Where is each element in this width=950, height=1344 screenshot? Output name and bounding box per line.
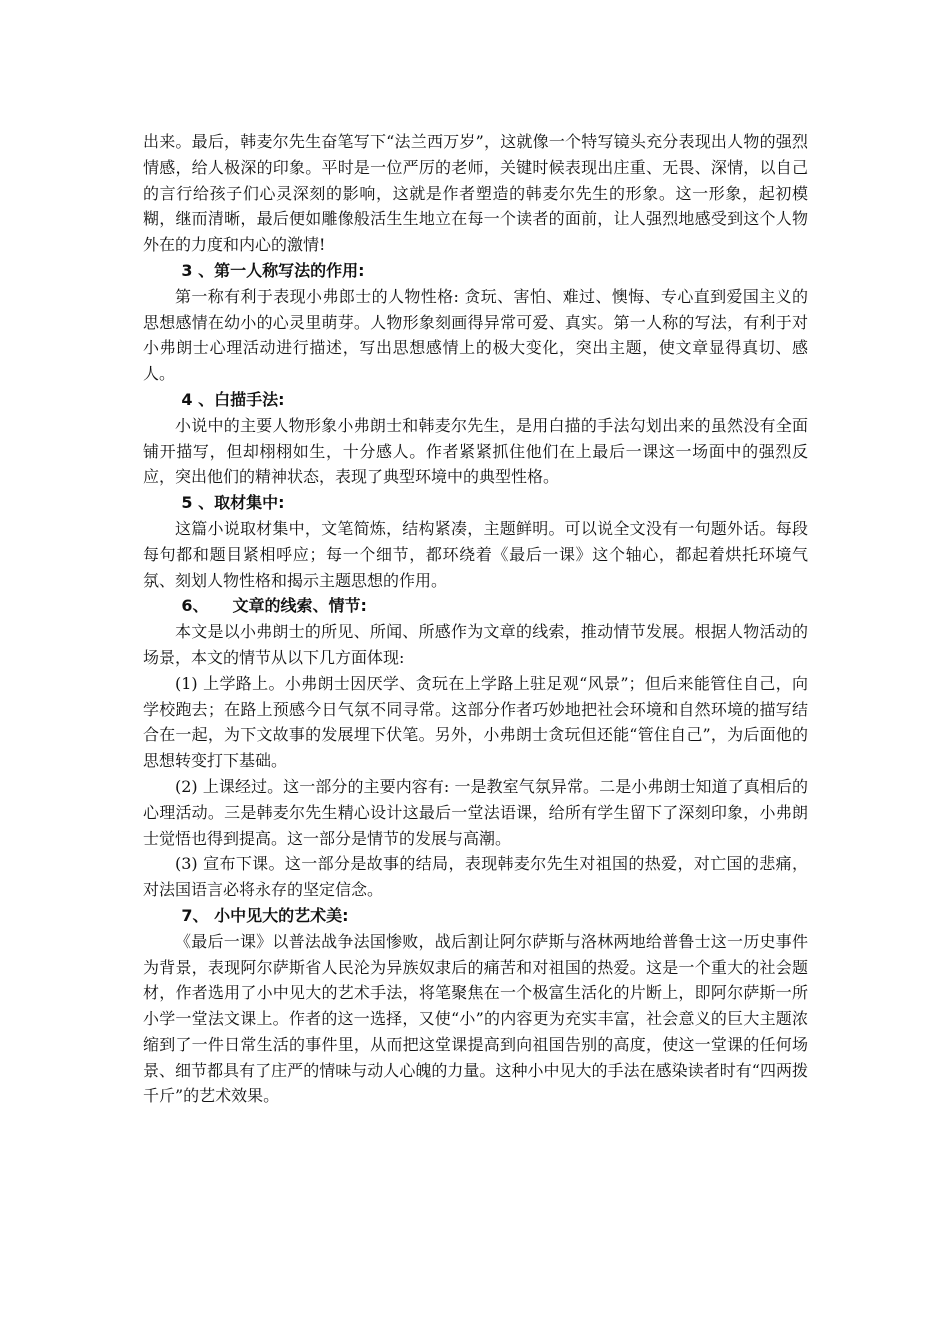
section-5-paragraph: 这篇小说取材集中，文笔简炼，结构紧凑，主题鲜明。可以说全文没有一句题外话。每段每句都和题目紧相呼应；每一个细节，都环绕着《最后一课》这个轴心，都起着烘托环境气氛、刻划人物性格和揭示主题思想的作用。	[143, 518, 808, 590]
section-6-paragraph-part-3: (3) 宣布下课。这一部分是故事的结局，表现韩麦尔先生对祖国的热爱，对亡国的悲痛，对法国语言必将永存的坚定信念。	[143, 854, 808, 900]
document-body	[143, 129, 808, 1109]
section-heading-4: 4 、白描手法:	[181, 389, 285, 409]
section-6-paragraph-part-1: (1) 上学路上。小弗朗士因厌学、贪玩在上学路上驻足观“风景”；但后来能管住自己，向学校跑去；在路上预感今日气氛不同寻常。这部分作者巧妙地把社会环境和自然环境的描写结合在一起，为下文故事的发展埋下伏笔。另外，小弗朗士贪玩但还能“管住自己”，为后面他的思想转变打下基础。	[143, 673, 808, 771]
section-heading-6: 6、 文章的线索、情节:	[181, 596, 367, 616]
section-heading-7: 7、 小中见大的艺术美:	[181, 905, 349, 925]
section-3-paragraph: 第一称有利于表现小弗郎士的人物性格: 贪玩、害怕、难过、懊悔、专心直到爱国主义的思想感情在幼小的心灵里萌芽。人物形象刻画得异常可爱、真实。第一人称的写法，有利于对小弗朗士心理活动进行描述，写出思想感情上的极大变化，突出主题，使文章显得真切、感人。	[143, 286, 808, 384]
section-heading-3: 3 、第一人称写法的作用:	[181, 260, 365, 280]
section-4-paragraph: 小说中的主要人物形象小弗朗士和韩麦尔先生，是用白描的手法勾划出来的虽然没有全面铺开描写，但却栩栩如生，十分感人。作者紧紧抓住他们在上最后一课这一场面中的强烈反应，突出他们的精神状态，表现了典型环境中的典型性格。	[143, 415, 808, 487]
intro-paragraph: 出来。最后，韩麦尔先生奋笔写下“法兰西万岁”，这就像一个特写镜头充分表现出人物的强烈情感，给人极深的印象。平时是一位严厉的老师，关键时候表现出庄重、无畏、深情，以自己的言行给孩子们心灵深刻的影响，这就是作者塑造的韩麦尔先生的形象。这一形象，起初模糊，继而清晰，最后便如雕像般活生生地立在每一个读者的面前，让人强烈地感受到这个人物外在的力度和内心的激情!	[143, 132, 808, 255]
section-heading-5: 5 、取材集中:	[181, 493, 285, 513]
section-7-paragraph: 《最后一课》以普法战争法国惨败，战后割让阿尔萨斯与洛林两地给普鲁士这一历史事件为背景，表现阿尔萨斯省人民沦为异族奴隶后的痛苦和对祖国的热爱。这是一个重大的社会题材，作者选用了小中见大的艺术手法，将笔聚焦在一个极富生活化的片断上，即阿尔萨斯一所小学一堂法文课上。作者的这一选择，又使“小”的内容更为充实丰富，社会意义的巨大主题浓缩到了一件日常生活的事件里，从而把这堂课提高到向祖国告别的高度，使这一堂课的任何场景、细节都具有了庄严的情味与动人心魄的力量。这种小中见大的手法在感染读者时有“四两拨千斤”的艺术效果。	[143, 931, 808, 1106]
section-6-paragraph-part-2: (2) 上课经过。这一部分的主要内容有: 一是教室气氛异常。二是小弗朗士知道了真相后的心理活动。三是韩麦尔先生精心设计这最后一堂法语课，给所有学生留下了深刻印象，小弗朗士觉悟也得到提高。这一部分是情节的发展与高潮。	[143, 776, 808, 848]
section-6-paragraph-intro: 本文是以小弗朗士的所见、所闻、所感作为文章的线索，推动情节发展。根据人物活动的场景，本文的情节从以下几方面体现:	[143, 622, 808, 667]
